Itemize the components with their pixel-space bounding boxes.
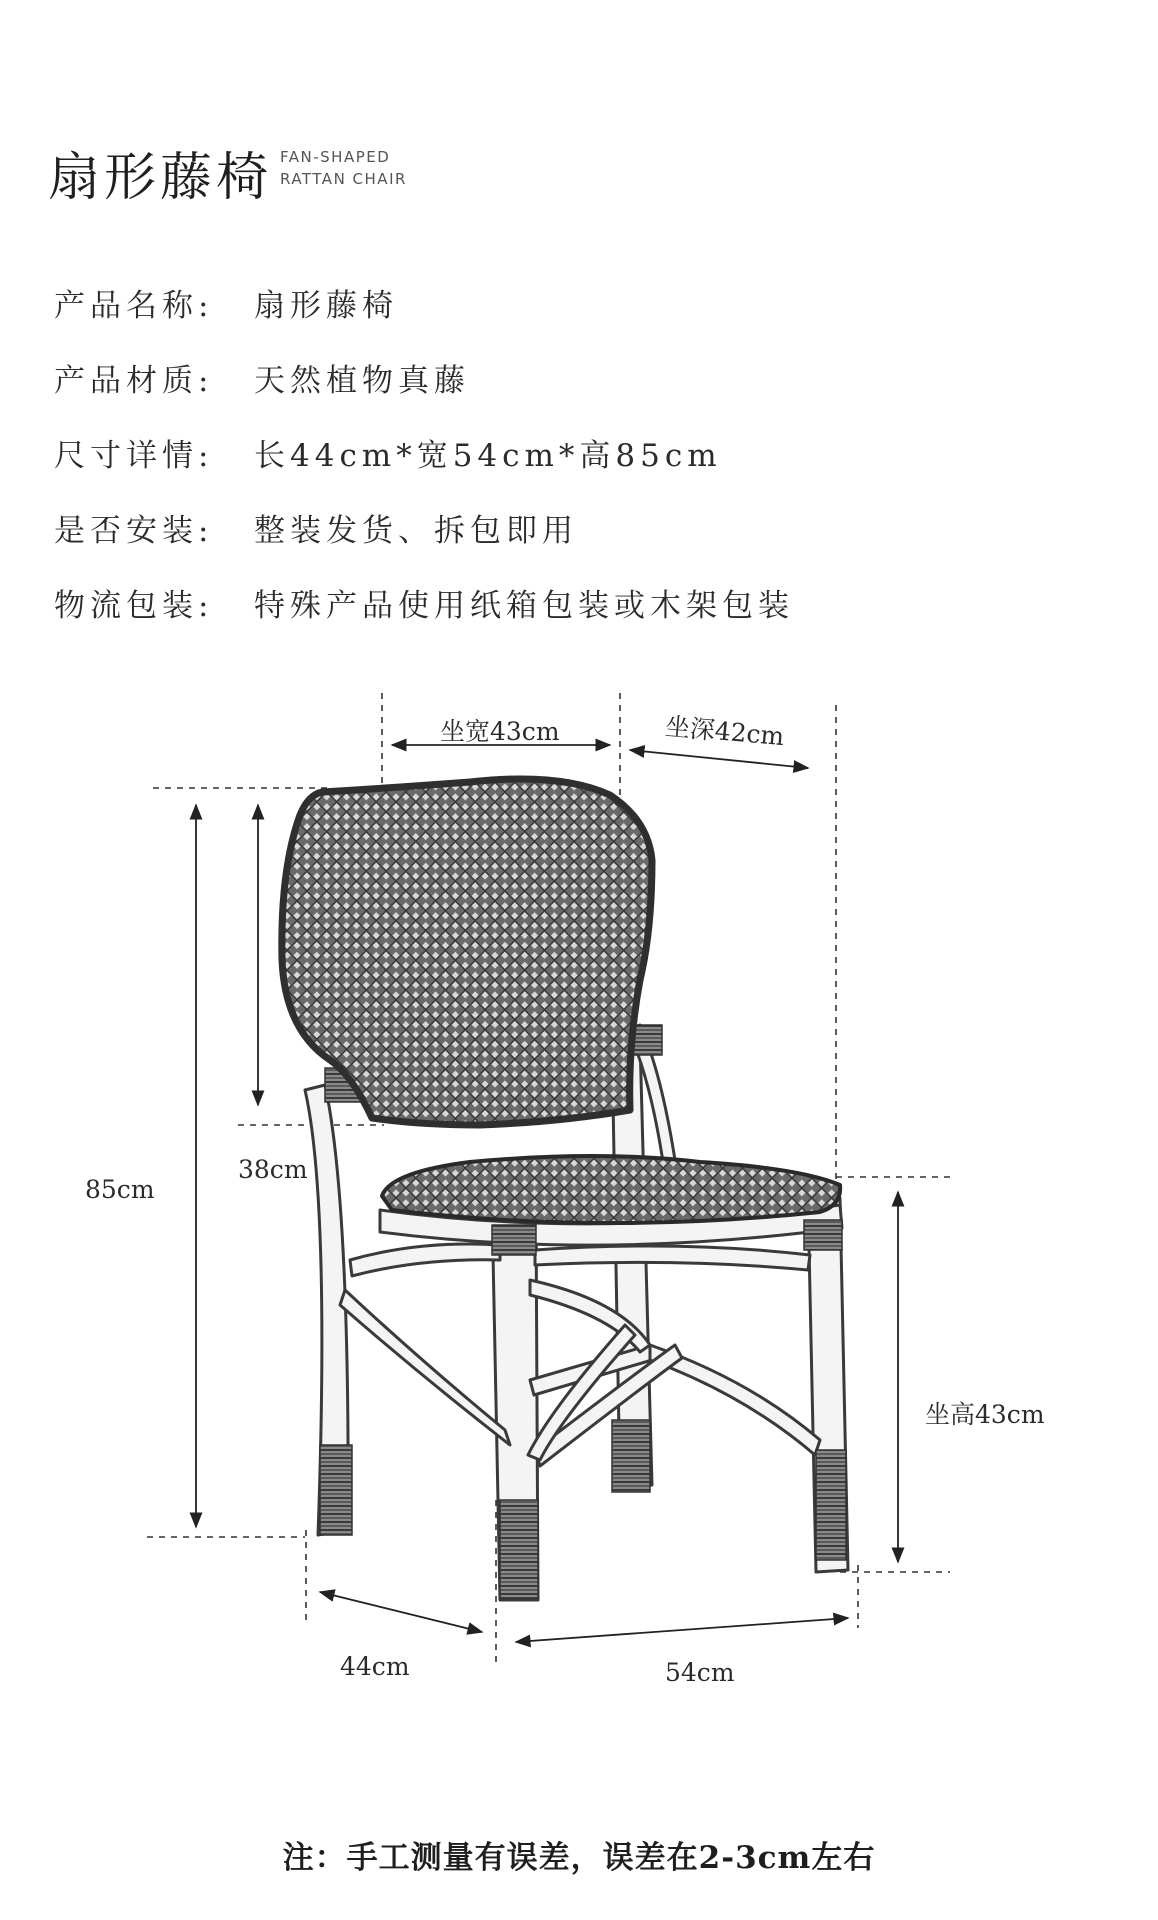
chair-illustration	[282, 779, 848, 1600]
back-height-label: 38cm	[238, 1155, 308, 1184]
spec-label: 是否安装:	[54, 513, 214, 549]
spec-value: 长44cm*宽54cm*高85cm	[254, 438, 722, 474]
spec-label: 尺寸详情:	[54, 438, 214, 474]
total-height-label: 85cm	[85, 1175, 155, 1204]
spec-value: 整装发货、拆包即用	[254, 513, 578, 549]
spec-value: 天然植物真藤	[254, 363, 470, 399]
seat-depth-label: 坐深42cm	[663, 711, 786, 752]
measurement-note: 注：手工测量有误差，误差在2-3cm左右	[282, 1840, 876, 1876]
spec-value: 扇形藤椅	[254, 288, 398, 324]
width-label: 54cm	[665, 1658, 735, 1687]
spec-label: 产品名称:	[54, 288, 214, 324]
title-en-line2: RATTAN CHAIR	[280, 170, 407, 188]
product-title: 扇形藤椅	[48, 148, 273, 208]
spec-value: 特殊产品使用纸箱包装或木架包装	[254, 588, 794, 624]
spec-label: 物流包装:	[54, 588, 214, 624]
spec-label: 产品材质:	[54, 363, 214, 399]
seat-width-label: 坐宽43cm	[440, 717, 560, 746]
title-en-line1: FAN-SHAPED	[280, 148, 391, 166]
seat-height-label: 坐高43cm	[925, 1400, 1045, 1429]
length-label: 44cm	[340, 1652, 410, 1681]
